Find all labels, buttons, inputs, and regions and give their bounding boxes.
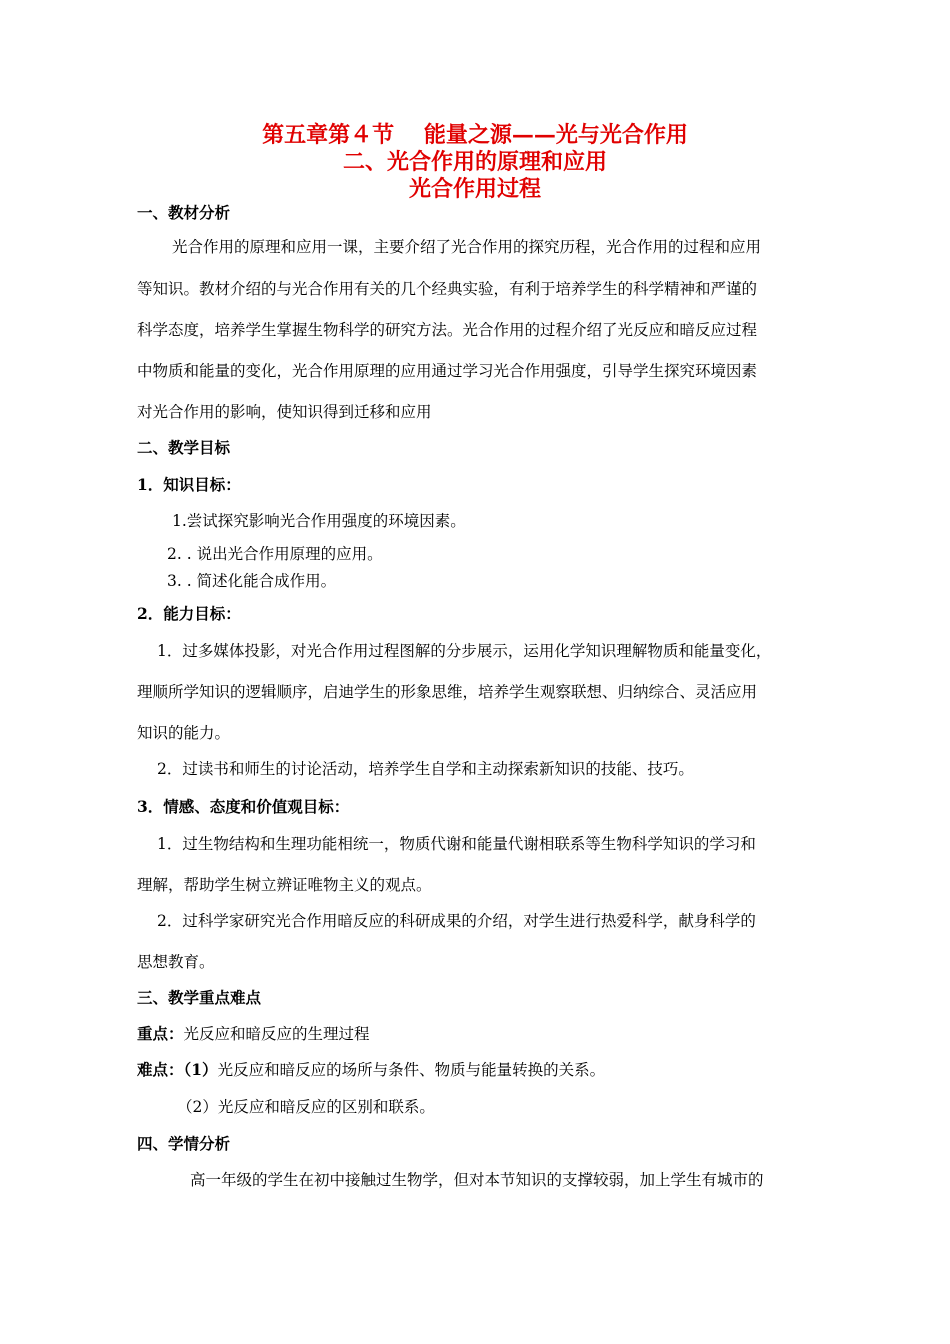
subheading-knowledge: 1．知识目标： xyxy=(137,475,241,494)
paragraph-line: 思想教育。 xyxy=(137,953,215,971)
paragraph-line: 1．过多媒体投影，对光合作用过程图解的分步展示，运用化学知识理解物质和能量变化， xyxy=(157,642,772,660)
list-item: 3. . 简述化能合成作用。 xyxy=(167,572,337,590)
title-line-2: 二、光合作用的原理和应用 xyxy=(342,149,607,175)
difficult-point-label: 难点： xyxy=(137,1060,184,1079)
difficult-point-line-2: （2）光反应和暗反应的区别和联系。 xyxy=(177,1098,435,1116)
paragraph-line: 对光合作用的影响，使知识得到迁移和应用 xyxy=(137,403,432,421)
key-point-text: 光反应和暗反应的生理过程 xyxy=(183,1025,370,1043)
list-item: 2. . 说出光合作用原理的应用。 xyxy=(167,545,383,563)
paragraph-line: 等知识。教材介绍的与光合作用有关的几个经典实验，有利于培养学生的科学精神和严谨的 xyxy=(137,280,758,298)
difficult-point-number: （1） xyxy=(183,1060,218,1079)
key-point-label: 重点： xyxy=(137,1024,184,1043)
difficult-point-line xyxy=(137,1060,605,1080)
section-heading-4: 四、学情分析 xyxy=(137,1134,231,1153)
paragraph-line: 科学态度，培养学生掌握生物科学的研究方法。光合作用的过程介绍了光反应和暗反应过程 xyxy=(137,321,758,339)
list-item: 1.尝试探究影响光合作用强度的环境因素。 xyxy=(172,512,466,530)
paragraph-line: 知识的能力。 xyxy=(137,724,231,742)
title-line-3: 光合作用过程 xyxy=(408,176,541,202)
paragraph-line: 光合作用的原理和应用一课，主要介绍了光合作用的探究历程，光合作用的过程和应用 xyxy=(172,238,762,256)
key-point-line xyxy=(137,1024,370,1044)
paragraph-line: 理顺所学知识的逻辑顺序，启迪学生的形象思维，培养学生观察联想、归纳综合、灵活应用 xyxy=(137,683,758,701)
subheading-ability: 2．能力目标： xyxy=(137,604,241,623)
paragraph-line: 2．过读书和师生的讨论活动，培养学生自学和主动探索新知识的技能、技巧。 xyxy=(157,760,694,778)
section-heading-3: 三、教学重点难点 xyxy=(137,988,262,1007)
title-line-1: 第五章第４节 能量之源——光与光合作用 xyxy=(262,122,688,148)
paragraph-line: 理解，帮助学生树立辨证唯物主义的观点。 xyxy=(137,876,432,894)
subheading-emotion: 3．情感、态度和价值观目标： xyxy=(137,797,350,816)
paragraph-line: 高一年级的学生在初中接触过生物学，但对本节知识的支撑较弱，加上学生有城市的 xyxy=(190,1171,764,1189)
paragraph-line: 中物质和能量的变化，光合作用原理的应用通过学习光合作用强度，引导学生探究环境因素 xyxy=(137,362,758,380)
paragraph-line: 2．过科学家研究光合作用暗反应的科研成果的介绍，对学生进行热爱科学，献身科学的 xyxy=(157,912,756,930)
section-heading-1: 一、教材分析 xyxy=(137,203,231,222)
section-heading-2: 二、教学目标 xyxy=(137,438,231,457)
difficult-point-text: 光反应和暗反应的场所与条件、物质与能量转换的关系。 xyxy=(217,1061,606,1079)
document-title xyxy=(0,122,950,203)
paragraph-line: 1．过生物结构和生理功能相统一，物质代谢和能量代谢相联系等生物科学知识的学习和 xyxy=(157,835,756,853)
